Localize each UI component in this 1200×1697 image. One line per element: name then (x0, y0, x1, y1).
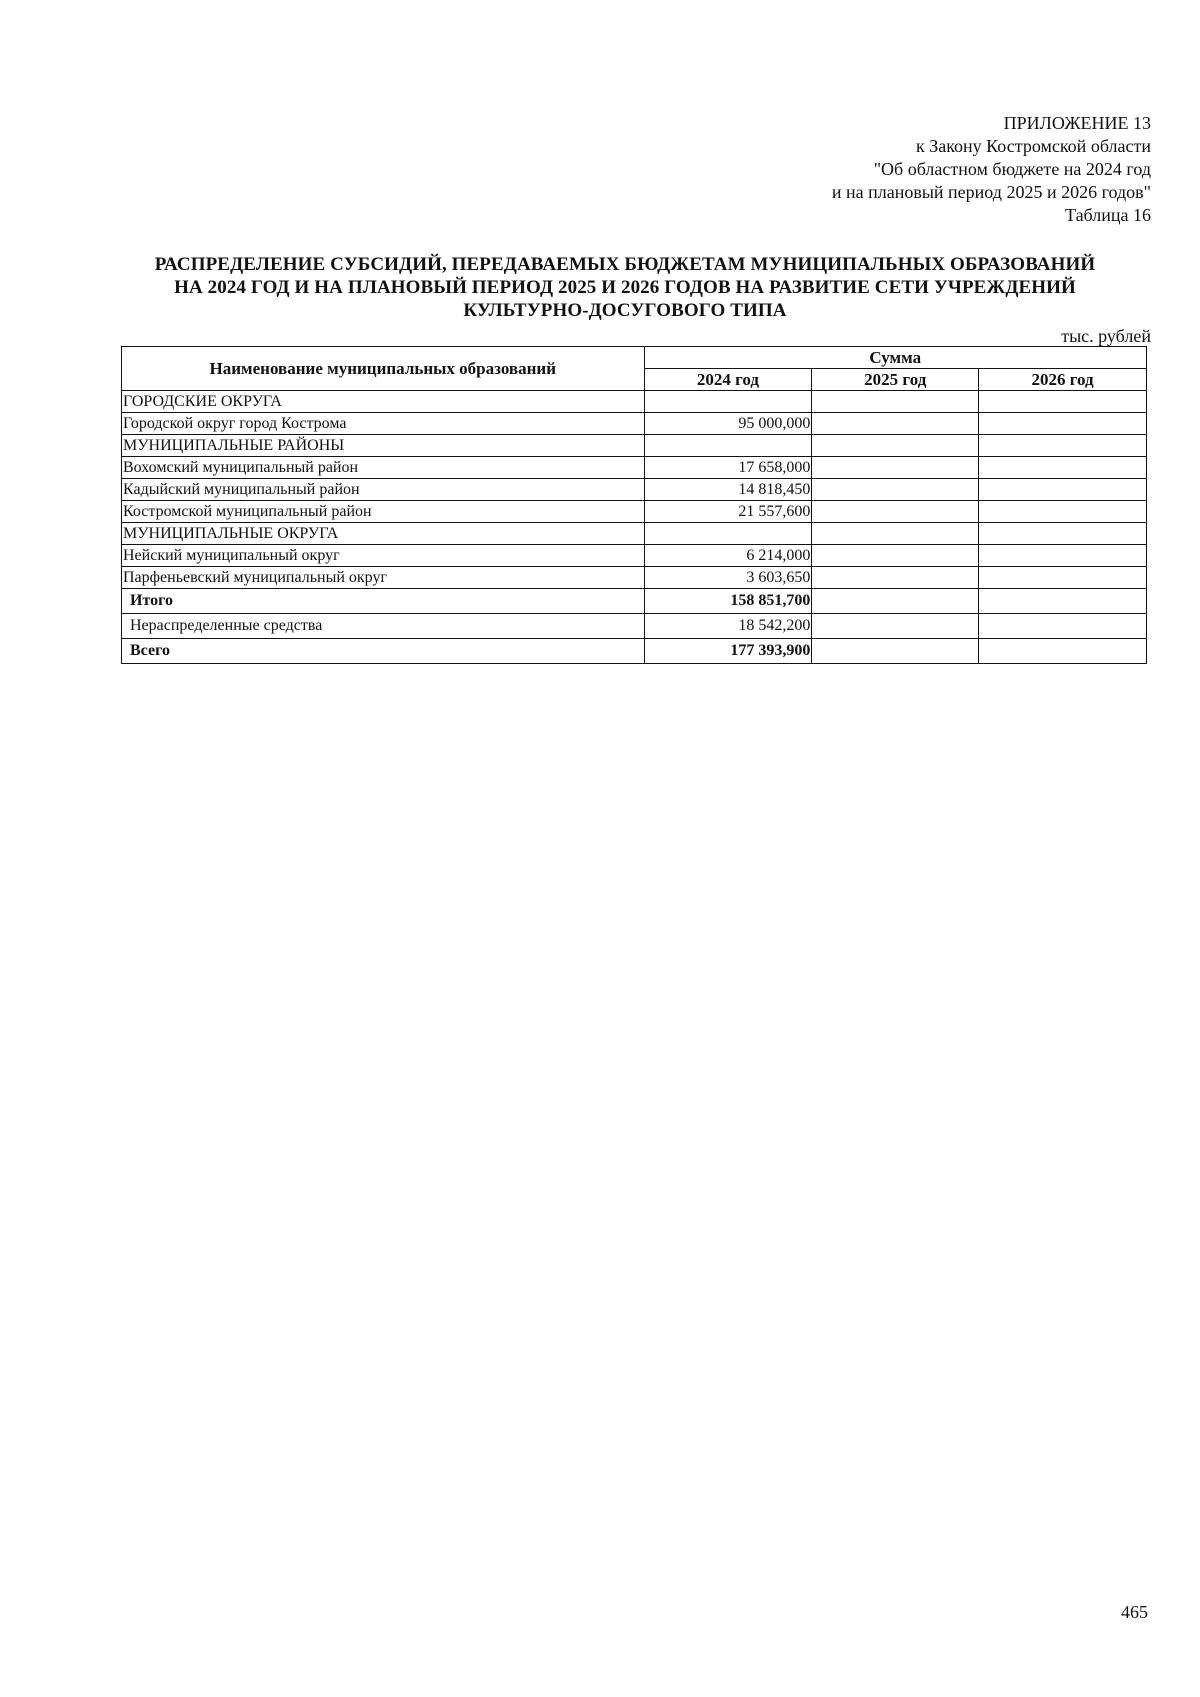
value-2025 (812, 457, 979, 479)
value-2024: 21 557,600 (644, 501, 812, 523)
row-name: МУНИЦИПАЛЬНЫЕ ОКРУГА (122, 523, 645, 545)
value-2024: 95 000,000 (644, 413, 812, 435)
name-column-header: Наименование муниципальных образований (122, 347, 645, 391)
value-2025 (812, 523, 979, 545)
title-line: РАСПРЕДЕЛЕНИЕ СУБСИДИЙ, ПЕРЕДАВАЕМЫХ БЮДЖЕТАМ МУНИЦИПАЛЬНЫХ ОБРАЗОВАНИЙ (154, 254, 1096, 275)
subtotal-row (122, 589, 1147, 614)
row-name: Нейский муниципальный округ (122, 545, 645, 567)
value-2024: 177 393,900 (644, 639, 812, 664)
year-header-2025: 2025 год (812, 369, 979, 391)
value-2026 (979, 545, 1147, 567)
value-2026 (979, 479, 1147, 501)
appendix-line: "Об областном бюджете на 2024 год (873, 159, 1151, 179)
table-row (122, 479, 1147, 501)
row-name: Всего (122, 639, 645, 664)
row-name: МУНИЦИПАЛЬНЫЕ РАЙОНЫ (122, 435, 645, 457)
row-name: ГОРОДСКИЕ ОКРУГА (122, 391, 645, 413)
value-2025 (812, 567, 979, 589)
value-2026 (979, 523, 1147, 545)
value-2024 (644, 523, 812, 545)
table-row (122, 614, 1147, 639)
value-2026 (979, 457, 1147, 479)
value-2026 (979, 435, 1147, 457)
value-2025 (812, 545, 979, 567)
appendix-line: ПРИЛОЖЕНИЕ 13 (1003, 113, 1151, 133)
appendix-line: и на плановый период 2025 и 2026 годов" (831, 182, 1151, 202)
row-name: Костромской муниципальный район (122, 501, 645, 523)
table-row (122, 413, 1147, 435)
row-name: Парфеньевский муниципальный округ (122, 567, 645, 589)
value-2026 (979, 639, 1147, 664)
value-2024: 3 603,650 (644, 567, 812, 589)
value-2025 (812, 391, 979, 413)
table-row (122, 435, 1147, 457)
row-name: Итого (122, 589, 645, 614)
row-name: Нераспределенные средства (122, 614, 645, 639)
value-2025 (812, 435, 979, 457)
appendix-line: к Закону Костромской области (915, 136, 1151, 156)
value-2026 (979, 614, 1147, 639)
table-row (122, 457, 1147, 479)
total-row (122, 639, 1147, 664)
value-2025 (812, 639, 979, 664)
appendix-header (832, 112, 1151, 227)
units-label: тыс. рублей (1061, 326, 1151, 346)
value-2024: 18 542,200 (644, 614, 812, 639)
table-row (122, 501, 1147, 523)
title-line: НА 2024 ГОД И НА ПЛАНОВЫЙ ПЕРИОД 2025 И 2026 ГОДОВ НА РАЗВИТИЕ СЕТИ УЧРЕЖДЕНИЙ (174, 277, 1076, 298)
value-2026 (979, 567, 1147, 589)
appendix-line: Таблица 16 (1065, 205, 1151, 225)
table-row (122, 545, 1147, 567)
document-title (100, 253, 1150, 322)
value-2024: 14 818,450 (644, 479, 812, 501)
value-2024: 17 658,000 (644, 457, 812, 479)
value-2025 (812, 589, 979, 614)
year-header-2024: 2024 год (644, 369, 812, 391)
value-2025 (812, 413, 979, 435)
value-2026 (979, 589, 1147, 614)
value-2026 (979, 413, 1147, 435)
page-number: 465 (1121, 1602, 1148, 1622)
value-2024: 158 851,700 (644, 589, 812, 614)
subsidy-table (121, 346, 1147, 664)
table-row (122, 567, 1147, 589)
value-2026 (979, 391, 1147, 413)
value-2025 (812, 614, 979, 639)
table-row (122, 391, 1147, 413)
value-2025 (812, 479, 979, 501)
row-name: Городской округ город Кострома (122, 413, 645, 435)
row-name: Кадыйский муниципальный район (122, 479, 645, 501)
value-2024: 6 214,000 (644, 545, 812, 567)
table-row (122, 523, 1147, 545)
value-2024 (644, 435, 812, 457)
value-2025 (812, 501, 979, 523)
row-name: Вохомский муниципальный район (122, 457, 645, 479)
title-line: КУЛЬТУРНО-ДОСУГОВОГО ТИПА (463, 300, 787, 321)
year-header-2026: 2026 год (979, 369, 1147, 391)
value-2026 (979, 501, 1147, 523)
sum-column-header: Сумма (644, 347, 1146, 369)
value-2024 (644, 391, 812, 413)
